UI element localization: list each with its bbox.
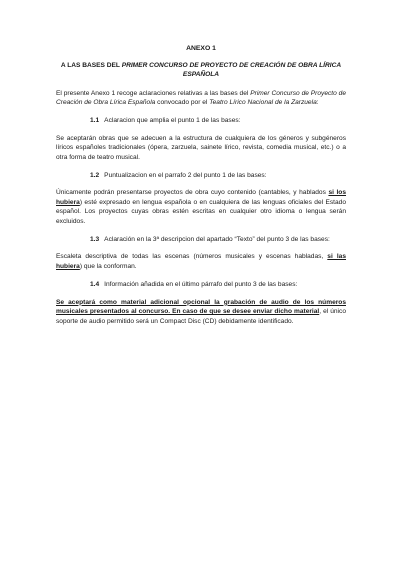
intro-text: convocado por el xyxy=(155,99,210,106)
intro-contest-name: Primer Concurso de Proyecto de Creación de Obra Lírica Española xyxy=(56,89,346,106)
intro-paragraph xyxy=(56,89,346,108)
subtitle-contest-name-end: ESPAÑOLA xyxy=(182,71,220,78)
intro-text: El presente Anexo 1 recoge aclaraciones relativas a las bases del xyxy=(56,89,251,97)
section-number: 1.3 xyxy=(90,236,100,244)
section-heading-text: Aclaracion que amplia el punto 1 de las bases: xyxy=(104,117,241,125)
body-text: Escaleta descriptiva de todas las escenas (números musicales y escenas habladas, xyxy=(56,253,328,261)
emphasis-text: si los hubiera xyxy=(56,189,347,206)
intro-theatre-name: Teatro Lírico Nacional de la Zarzuela xyxy=(209,99,317,106)
section-body-1-4 xyxy=(56,298,346,326)
body-text: , el único soporte de audio permitido será un Compact Disc (CD) debidamente identificado. xyxy=(56,308,346,325)
section-body-1-1: Se aceptarán obras que se adecuen a la estructura de cualquiera de los géneros y subgéneros líricos españoles tradicionales (ópera, zarzuela, sainete lírico, revista, comedia musical, etc.) o a otra forma de teatro musical. xyxy=(56,134,346,161)
section-heading-1-1 xyxy=(56,116,346,125)
emphasis-text: si las hubiera xyxy=(56,253,346,270)
section-heading-1-3 xyxy=(56,235,346,244)
section-heading-1-4 xyxy=(56,280,346,289)
subtitle-contest-name: PRIMER CONCURSO DE PROYECTO DE CREACIÓN DE OBRA LÍRICA xyxy=(121,62,342,70)
subtitle-part: A LAS BASES DEL xyxy=(60,62,122,70)
section-number: 1.4 xyxy=(90,281,100,289)
section-heading-text: Información añadida en el último párrafo del punto 3 de las bases: xyxy=(104,281,298,289)
section-number: 1.2 xyxy=(90,172,100,180)
section-heading-text: Puntualizacion en el parrafo 2 del punto 1 de las bases: xyxy=(104,172,267,180)
section-body-1-2 xyxy=(56,188,346,226)
section-number: 1.1 xyxy=(90,117,100,125)
document-subtitle xyxy=(56,62,346,79)
section-heading-text: Aclaración en la 3ª descripcion del apartado “Texto” del punto 3 de las bases: xyxy=(104,236,330,244)
document-body xyxy=(56,44,346,335)
intro-text: : xyxy=(316,99,319,106)
emphasis-text: Se aceptará como material adicional opcional la grabación de audio de los números musicales presentados al concurso. En caso de que se desee enviar dicho material xyxy=(56,298,346,316)
body-text: ) esté expresado en lengua española o en cualquiera de las lenguas oficiales del Estado español. Los proyectos cuyas obras estén escritas en cualquier otro idioma o lengua serán excluidos. xyxy=(56,198,346,225)
section-body-1-3 xyxy=(56,252,346,271)
body-text: Únicamente podrán presentarse proyectos de obra cuyo contenido (cantables, y hablados xyxy=(56,189,329,197)
document-title: ANEXO 1 xyxy=(186,45,216,52)
body-text: ) que la conforman. xyxy=(79,262,137,270)
section-heading-1-2 xyxy=(56,171,346,180)
